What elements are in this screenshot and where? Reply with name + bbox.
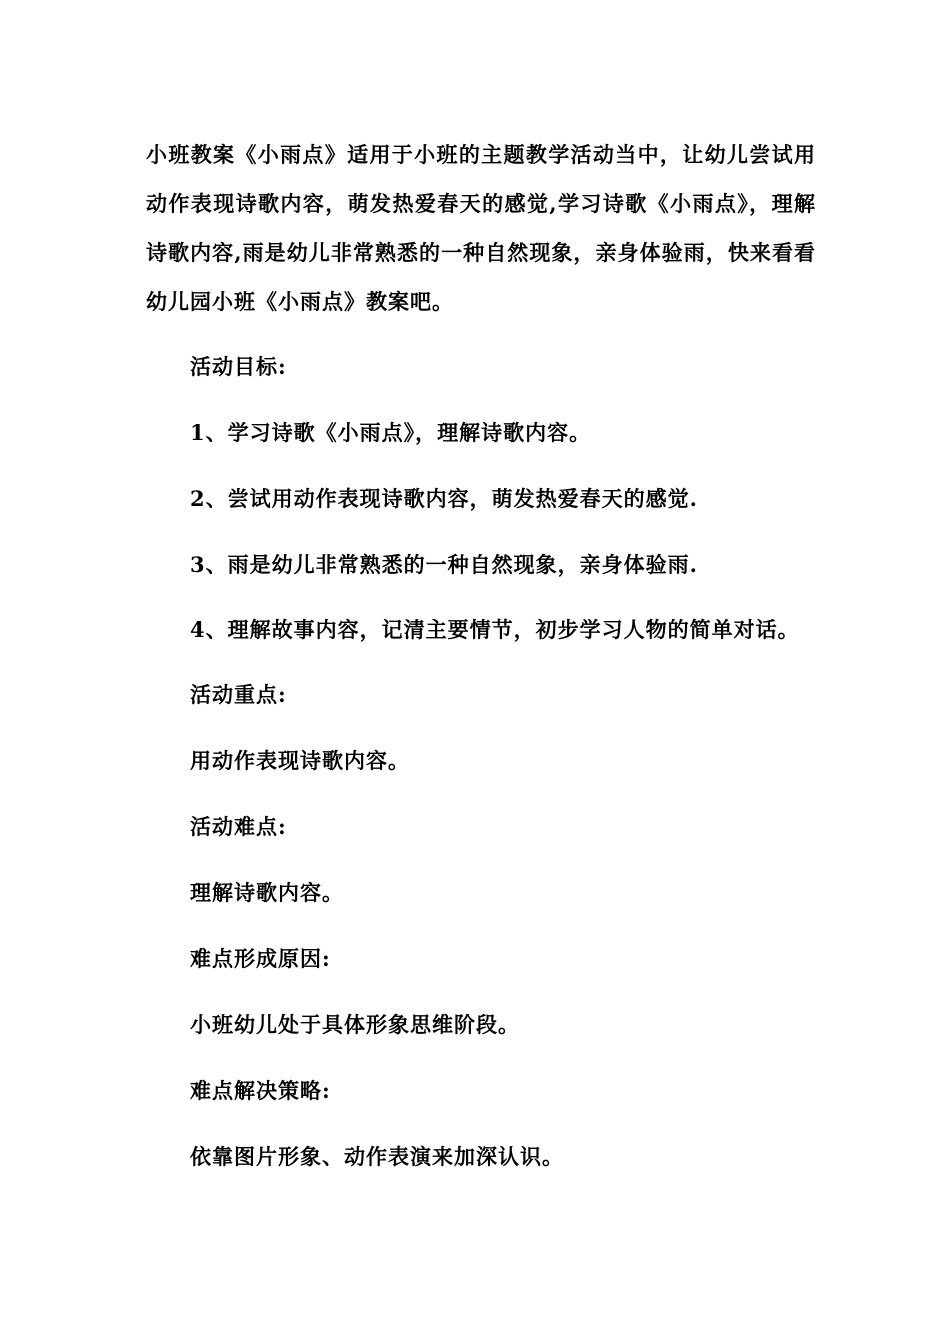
goal-item-2: 2、尝试用动作表现诗歌内容，萌发热爱春天的感觉. [190, 486, 698, 511]
section-heading-goals: 活动目标: [190, 354, 287, 379]
strategy-text: 依靠图片形象、动作表演来加深认识。 [190, 1144, 564, 1169]
cause-text: 小班幼儿处于具体形象思维阶段。 [190, 1012, 520, 1037]
goal-item-1: 1、学习诗歌《小雨点》，理解诗歌内容。 [190, 420, 592, 445]
key-point-text: 用动作表现诗歌内容。 [190, 748, 410, 773]
section-heading-strategy: 难点解决策略: [190, 1078, 331, 1103]
intro-paragraph: 小班教案《小雨点》适用于小班的主题教学活动当中，让幼儿尝试用动作表现诗歌内容，萌发热爱春天的感觉,学习诗歌《小雨点》，理解诗歌内容,雨是幼儿非常熟悉的一种自然现象，亲身体验雨，快来看看幼儿园小班《小雨点》教案吧。 [146, 142, 816, 314]
goal-item-3: 3、雨是幼儿非常熟悉的一种自然现象，亲身体验雨. [190, 552, 698, 577]
section-heading-cause: 难点形成原因: [190, 946, 331, 971]
section-heading-key-point: 活动重点: [190, 682, 287, 707]
goal-item-4: 4、理解故事内容，记清主要情节，初步学习人物的简单对话。 [190, 617, 800, 642]
difficulty-text: 理解诗歌内容。 [190, 880, 344, 905]
section-heading-difficulty: 活动难点: [190, 814, 287, 839]
